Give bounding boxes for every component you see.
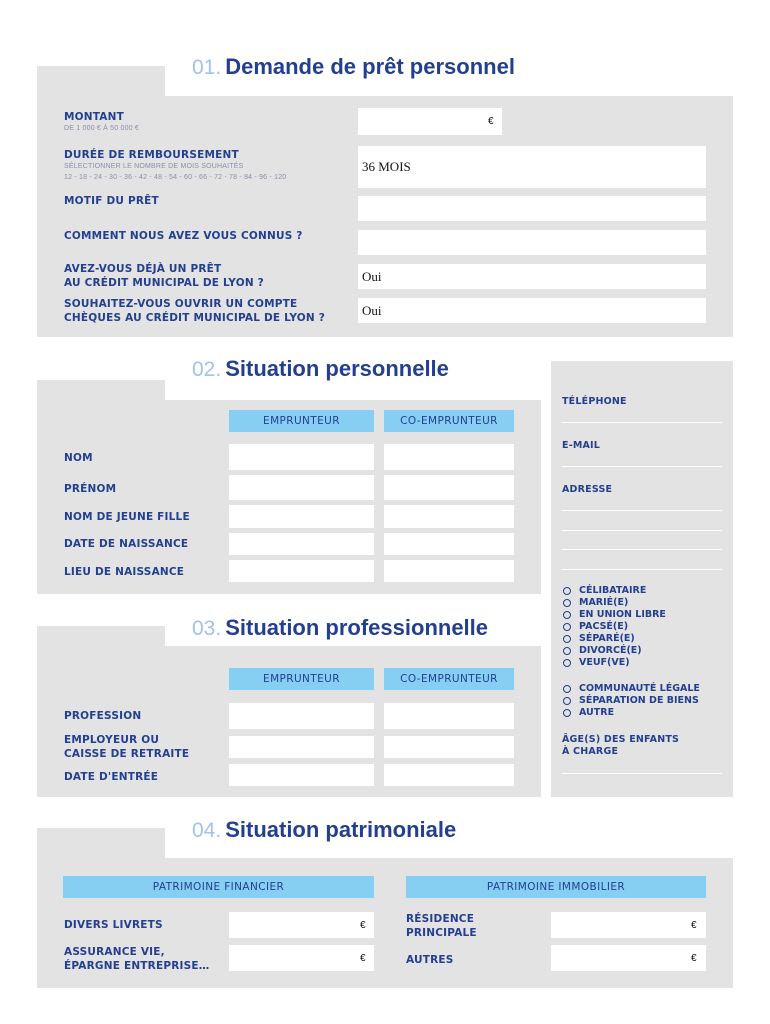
savings-field[interactable] [229,912,374,938]
professional-borrower-header: EMPRUNTEUR [229,668,374,690]
email-label: E-MAIL [562,440,601,451]
radio-circle-icon [563,709,571,717]
radio-circle-icon [563,587,571,595]
employer-borrower-field[interactable] [229,736,374,758]
birth-place-coborrower-field[interactable] [384,560,514,582]
radio-circle-icon [563,685,571,693]
amount-field[interactable] [358,108,502,135]
section-03-number: 03. [192,617,222,640]
marital-option-veuf[interactable]: VEUF(VE) [563,657,630,668]
section-04-number: 04. [192,819,222,842]
duration-hint-2: 12 - 18 - 24 - 30 - 36 - 42 - 48 - 54 - 60 - 66 - 72 - 78 - 84 - 96 - 120 [64,174,287,181]
section-01-number: 01. [192,56,222,79]
insurance-label-2: ÉPARGNE ENTREPRISE… [64,960,210,972]
entry-date-label: DATE D'ENTRÉE [64,771,159,783]
address-line-3[interactable] [562,549,722,550]
amount-label: MONTANT [64,111,124,123]
duration-hint-1: SÉLECTIONNER LE NOMBRE DE MOIS SOUHAITÉS [64,163,244,170]
radio-circle-icon [563,635,571,643]
entry-date-coborrower-field[interactable] [384,764,514,786]
other-assets-field[interactable] [551,945,706,971]
residence-label-2: PRINCIPALE [406,927,477,939]
profession-coborrower-field[interactable] [384,703,514,729]
residence-label-1: RÉSIDENCE [406,913,475,925]
profession-borrower-field[interactable] [229,703,374,729]
address-line-1[interactable] [562,510,722,511]
birth-date-borrower-field[interactable] [229,533,374,555]
prenom-borrower-field[interactable] [229,475,374,500]
radio-circle-icon [563,659,571,667]
radio-circle-icon [563,611,571,619]
phone-label: TÉLÉPHONE [562,396,627,407]
employer-label-2: CAISSE DE RETRAITE [64,748,190,760]
section-02-title [192,356,449,382]
residence-field[interactable] [551,912,706,938]
source-label: COMMENT NOUS AVEZ VOUS CONNUS ? [64,230,303,242]
marital-option-separe[interactable]: SÉPARÉ(E) [563,633,635,644]
row-label-maiden-name: NOM DE JEUNE FILLE [64,511,190,523]
open-account-field[interactable]: Oui [358,298,706,323]
other-assets-euro-unit: € [691,953,697,964]
section-03-title [192,615,488,641]
section-03-heading: Situation professionnelle [225,615,489,640]
maiden-name-coborrower-field[interactable] [384,505,514,528]
email-line[interactable] [562,466,722,467]
prenom-coborrower-field[interactable] [384,475,514,500]
entry-date-borrower-field[interactable] [229,764,374,786]
children-label-2: À CHARGE [562,746,619,757]
savings-label: DIVERS LIVRETS [64,919,163,931]
section-04-title [192,817,456,843]
marital-option-celibataire[interactable]: CÉLIBATAIRE [563,585,646,596]
employer-coborrower-field[interactable] [384,736,514,758]
row-label-prenom: PRÉNOM [64,483,117,495]
insurance-label-1: ASSURANCE VIE, [64,946,165,958]
radio-circle-icon [563,599,571,607]
open-account-label-1: SOUHAITEZ-VOUS OUVRIR UN COMPTE [64,298,298,310]
phone-line[interactable] [562,422,722,423]
existing-loan-label-1: AVEZ-VOUS DÉJÀ UN PRÊT [64,263,222,275]
address-label: ADRESSE [562,484,613,495]
personal-borrower-header: EMPRUNTEUR [229,410,374,432]
financial-assets-header: PATRIMOINE FINANCIER [63,876,374,898]
professional-coborrower-header: CO-EMPRUNTEUR [384,668,514,690]
motive-field[interactable] [358,196,706,221]
employer-label-1: EMPLOYEUR OU [64,734,160,746]
section-02-heading: Situation personnelle [225,356,449,381]
open-account-label-2: CHÈQUES AU CRÉDIT MUNICIPAL DE LYON ? [64,312,326,324]
address-line-2[interactable] [562,530,722,531]
duration-field[interactable]: 36 MOIS [358,146,706,188]
section-02-number: 02. [192,358,222,381]
marital-option-union-libre[interactable]: EN UNION LIBRE [563,609,666,620]
contact-panel [551,361,733,797]
section-04-heading: Situation patrimoniale [225,817,457,842]
marital-option-pacse[interactable]: PACSÉ(E) [563,621,628,632]
personal-coborrower-header: CO-EMPRUNTEUR [384,410,514,432]
real-estate-header: PATRIMOINE IMMOBILIER [406,876,706,898]
birth-date-coborrower-field[interactable] [384,533,514,555]
insurance-field[interactable] [229,945,374,971]
regime-option-separation[interactable]: SÉPARATION DE BIENS [563,695,699,706]
children-label-1: ÂGE(S) DES ENFANTS [562,734,680,745]
row-label-birth-place: LIEU DE NAISSANCE [64,566,185,578]
nom-coborrower-field[interactable] [384,444,514,470]
birth-place-borrower-field[interactable] [229,560,374,582]
regime-option-communaute[interactable]: COMMUNAUTÉ LÉGALE [563,683,700,694]
other-assets-label: AUTRES [406,954,454,966]
section-01-heading: Demande de prêt personnel [225,54,515,79]
existing-loan-field[interactable]: Oui [358,264,706,289]
duration-label: DURÉE DE REMBOURSEMENT [64,149,239,161]
amount-hint: DE 1 000 € À 50 000 € [64,125,140,132]
motive-label: MOTIF DU PRÊT [64,195,159,207]
address-line-4[interactable] [562,569,722,570]
insurance-euro-unit: € [360,953,366,964]
row-label-nom: NOM [64,452,93,464]
regime-option-autre[interactable]: AUTRE [563,707,614,718]
profession-label: PROFESSION [64,710,142,722]
nom-borrower-field[interactable] [229,444,374,470]
residence-euro-unit: € [691,920,697,931]
children-line[interactable] [562,773,722,774]
marital-option-divorce[interactable]: DIVORCÉ(E) [563,645,642,656]
maiden-name-borrower-field[interactable] [229,505,374,528]
radio-circle-icon [563,647,571,655]
section-01-title [192,54,515,80]
existing-loan-label-2: AU CRÉDIT MUNICIPAL DE LYON ? [64,277,264,289]
row-label-birth-date: DATE DE NAISSANCE [64,538,189,550]
savings-euro-unit: € [360,920,366,931]
source-field[interactable] [358,230,706,255]
radio-circle-icon [563,697,571,705]
radio-circle-icon [563,623,571,631]
amount-euro-unit: € [488,116,494,127]
marital-option-marie[interactable]: MARIÉ(E) [563,597,628,608]
